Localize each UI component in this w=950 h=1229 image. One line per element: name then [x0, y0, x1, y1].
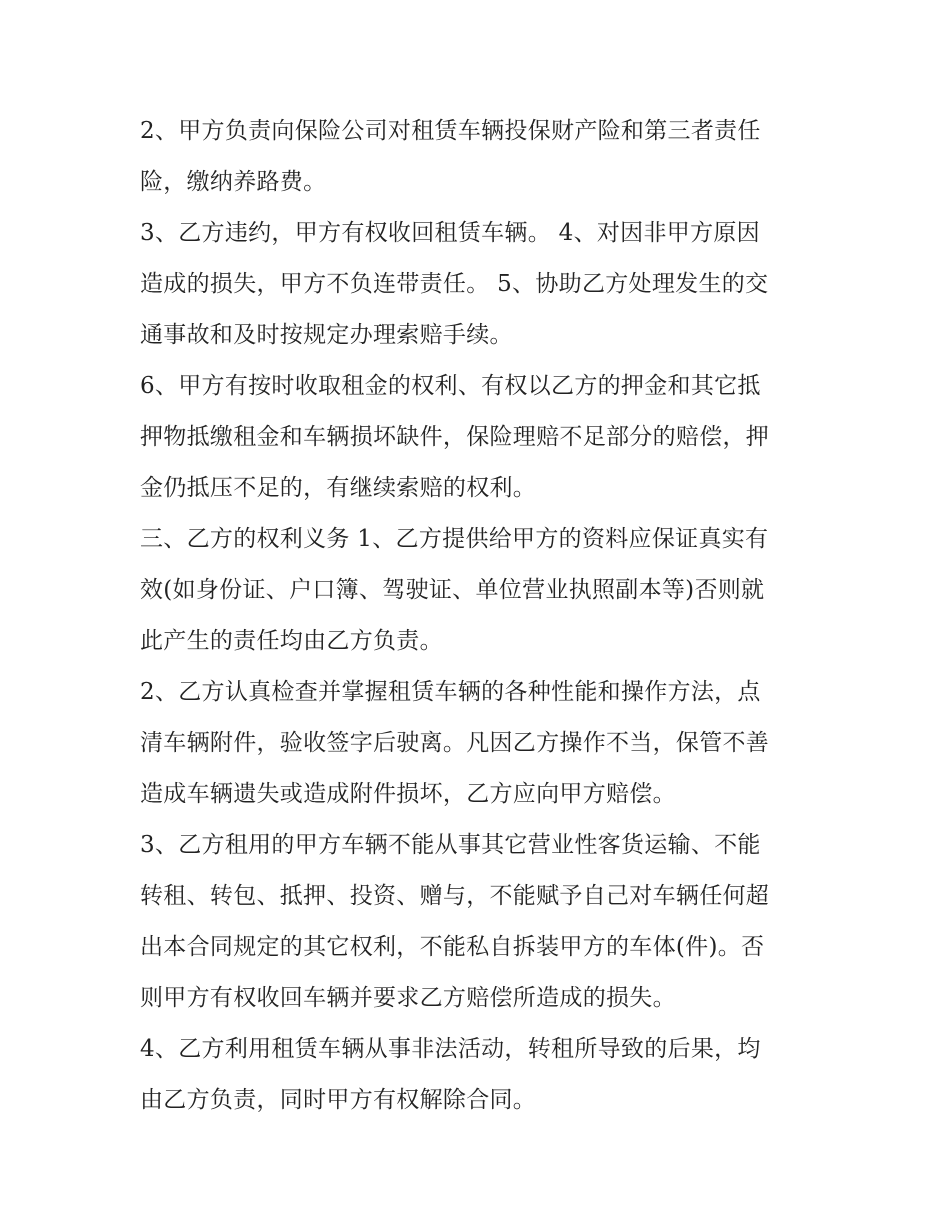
text-line: 2、乙方认真检查并掌握租赁车辆的各种性能和操作方法，点	[140, 679, 761, 705]
paragraph-clause-2-insurance	[140, 106, 815, 208]
text-line: 3、乙方违约，甲方有权收回租赁车辆。 4、对因非甲方原因	[140, 220, 760, 246]
paragraph-b-clause-4-illegal-use	[140, 1024, 815, 1126]
text-line: 三、乙方的权利义务 1、乙方提供给甲方的资料应保证真实有	[140, 526, 769, 552]
text-line: 通事故和及时按规定办理索赔手续。	[140, 322, 513, 348]
text-line: 此产生的责任均由乙方负责。	[140, 628, 443, 654]
document-body	[140, 106, 815, 1126]
text-line: 效(如身份证、户口簿、驾驶证、单位营业执照副本等)否则就	[140, 577, 765, 603]
text-line: 3、乙方租用的甲方车辆不能从事其它营业性客货运输、不能	[140, 832, 761, 858]
text-line: 造成车辆遗失或造成附件损坏，乙方应向甲方赔偿。	[140, 781, 676, 807]
paragraph-clause-6-rent	[140, 361, 815, 514]
text-line: 押物抵缴租金和车辆损坏缺件，保险理赔不足部分的赔偿，押	[140, 424, 770, 450]
text-line: 4、乙方利用租赁车辆从事非法活动，转租所导致的后果，均	[140, 1036, 761, 1062]
text-line: 6、甲方有按时收取租金的权利、有权以乙方的押金和其它抵	[140, 373, 761, 399]
text-line: 转租、转包、抵押、投资、赠与，不能赋予自己对车辆任何超	[140, 883, 770, 909]
text-line: 金仍抵压不足的，有继续索赔的权利。	[140, 475, 537, 501]
text-line: 造成的损失，甲方不负连带责任。 5、协助乙方处理发生的交	[140, 271, 769, 297]
paragraph-clause-3-4-5	[140, 208, 815, 361]
text-line: 险，缴纳养路费。	[140, 169, 327, 195]
paragraph-section-3-party-b	[140, 514, 815, 667]
text-line: 由乙方负责，同时甲方有权解除合同。	[140, 1087, 537, 1113]
text-line: 则甲方有权收回车辆并要求乙方赔偿所造成的损失。	[140, 985, 676, 1011]
text-line: 出本合同规定的其它权利，不能私自拆装甲方的车体(件)。否	[140, 934, 765, 960]
text-line: 2、甲方负责向保险公司对租赁车辆投保财产险和第三者责任	[140, 118, 761, 144]
paragraph-b-clause-2-inspection	[140, 667, 815, 820]
text-line: 清车辆附件，验收签字后驶离。凡因乙方操作不当，保管不善	[140, 730, 770, 756]
paragraph-b-clause-3-restrictions	[140, 820, 815, 1024]
